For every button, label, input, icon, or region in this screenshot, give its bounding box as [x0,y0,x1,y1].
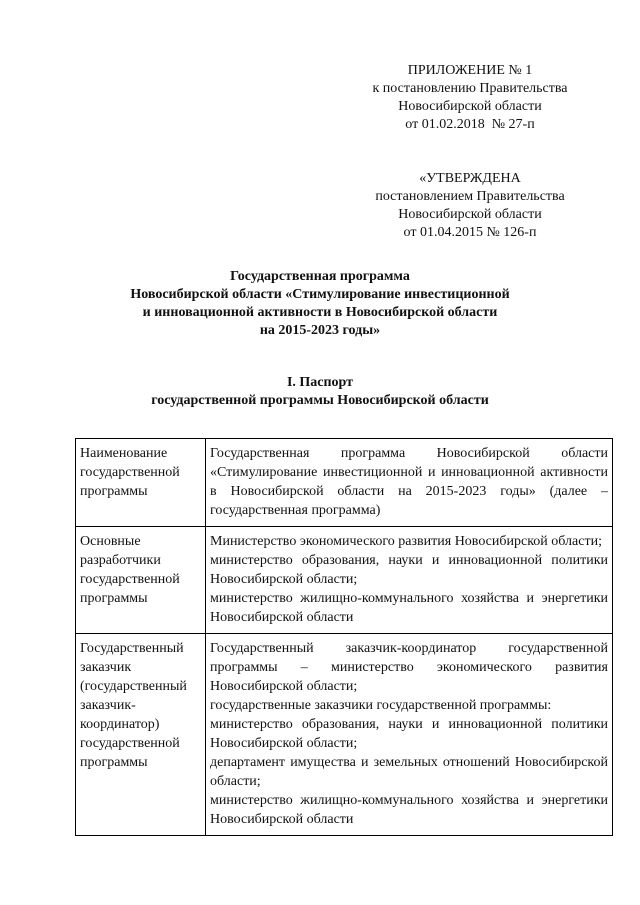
row-value-paragraph: министерство образования, науки и инновационной политики Новосибирской области; [210,717,608,751]
program-title-line-2: Новосибирской области «Стимулирование инвестиционной [130,287,510,302]
appendix-line-3: от 01.02.2018 № 27-п [405,117,535,132]
row-label-line: государственной [80,736,180,751]
row-label-cell [76,439,206,527]
program-title [0,268,640,340]
row-label-line: программы [80,484,148,499]
row-value-paragraph: Министерство экономического развития Новосибирской области; [210,534,602,549]
approval-line-3: от 01.04.2015 № 126-п [403,225,537,240]
row-value-paragraph: министерство жилищно-коммунального хозяйства и энергетики Новосибирской области [210,793,608,827]
approval-header [340,170,600,242]
row-value-paragraph: департамент имущества и земельных отношений Новосибирской области; [210,755,608,789]
row-value-paragraph: министерство жилищно-коммунального хозяйства и энергетики Новосибирской области [210,591,608,625]
row-label-line: Государственный [80,641,184,656]
row-value-cell [206,527,613,634]
program-title-line-1: Государственная программа [230,269,410,284]
row-label-line: заказчик- [80,698,136,713]
row-label-line: заказчик [80,660,132,675]
row-label-line: государственной [80,572,180,587]
appendix-header [340,62,600,134]
row-label-line: программы [80,591,148,606]
passport-title-line-2: государственной программы Новосибирской области [151,393,489,408]
program-title-line-3: и инновационной активности в Новосибирской области [142,305,498,320]
row-value-paragraph: министерство образования, науки и инновационной политики Новосибирской области; [210,553,608,587]
row-label-line: разработчики [80,553,161,568]
approval-line-2: Новосибирской области [398,207,542,222]
row-label-line: государственной [80,465,180,480]
table-row-program-name [76,439,613,527]
passport-table [75,438,613,836]
appendix-title: ПРИЛОЖЕНИЕ № 1 [407,63,533,78]
appendix-line-2: Новосибирской области [398,99,542,114]
row-value-cell [206,634,613,836]
row-value-paragraph: Государственный заказчик-координатор государственной программы – министерство экономического развития Новосибирской области; [210,641,608,694]
approval-title: «УТВЕРЖДЕНА [419,171,521,186]
appendix-line-1: к постановлению Правительства [372,81,568,96]
table-row-developers [76,527,613,634]
row-label-line: Наименование [80,446,168,461]
row-value-paragraph: государственные заказчики государственной программы: [210,698,552,713]
row-label-line: (государственный [80,679,187,694]
row-label-line: координатор) [80,717,160,732]
passport-title [0,374,640,410]
approval-line-1: постановлением Правительства [375,189,565,204]
row-label-line: Основные [80,534,141,549]
row-value-cell [206,439,613,527]
row-label-cell [76,527,206,634]
program-title-line-4: на 2015-2023 годы» [259,323,381,338]
row-label-cell [76,634,206,836]
passport-title-line-1: I. Паспорт [286,375,354,390]
row-value-paragraph: Государственная программа Новосибирской области «Стимулирование инвестиционной и инновационной активности в Новосибирской области на 2015-2023 годы» (далее – государственная программа) [210,446,608,518]
table-row-customer [76,634,613,836]
row-label-line: программы [80,755,148,770]
